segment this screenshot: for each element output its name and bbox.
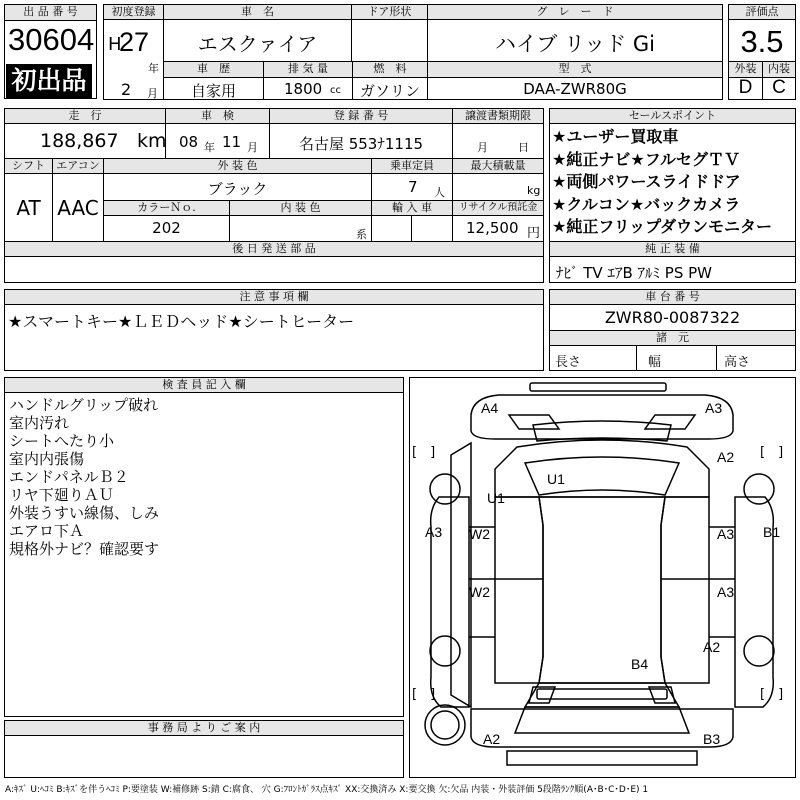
interior-color-header: 内 装 色: [230, 201, 371, 215]
mileage-unit: km: [137, 130, 167, 152]
displacement-unit: cc: [330, 85, 341, 96]
bracket-marker: [ ]: [760, 445, 784, 460]
rear-plate-strip: [537, 689, 667, 699]
inspector-note: シートへたり小: [9, 432, 115, 450]
inspector-header: 検 査 員 記 入 欄: [5, 378, 403, 392]
sales-point: ★純正ナビ★フルセグＴＶ: [552, 149, 741, 169]
car-name: エスクァイア: [197, 32, 318, 56]
capacity: 7: [408, 178, 418, 196]
lot-number-header: 出 品 番 号: [5, 5, 96, 20]
damage-label: A4: [481, 400, 499, 416]
exterior-color: ブラック: [207, 180, 268, 198]
fuel-header: 燃 料: [353, 62, 427, 76]
sales-points-list: [552, 126, 772, 239]
bracket-marker: [ ]: [760, 687, 784, 702]
recycle-fee-unit: 円: [527, 226, 541, 241]
history: 自家用: [190, 82, 236, 100]
chassis-number: ZWR80-0087322: [604, 308, 741, 327]
bracket-marker: [ ]: [412, 445, 436, 460]
rear-bumper: [471, 709, 733, 747]
inspector-note: ハンドルグリップ破れ: [9, 396, 159, 414]
front-bumper-strip: [530, 383, 666, 391]
notes-text: ★スマートキー★ＬＥＤヘッド★シートヒーター: [8, 312, 355, 331]
height-label: 高さ: [724, 355, 751, 370]
interior-color-suffix: 系: [356, 228, 367, 241]
interior-header: 内装: [763, 62, 795, 76]
inspector-note: エンドパネルＢ２: [9, 468, 129, 486]
damage-label: U1: [487, 490, 505, 506]
inspector-notes-list: [9, 396, 159, 558]
month-unit: 月: [147, 87, 158, 100]
door-header: ドア形状: [352, 5, 427, 19]
color-no-header: カラーＮｏ.: [104, 201, 229, 215]
first-registration-month: 2: [121, 80, 132, 99]
sales-points-header: セールスポイント: [550, 109, 795, 123]
inspection-month: 11: [222, 133, 242, 151]
width-label: 幅: [648, 355, 662, 370]
left-door-frame: [495, 497, 543, 683]
inspection-header: 車 検: [166, 109, 269, 123]
color-no: 202: [152, 219, 181, 237]
car-damage-diagram: [409, 377, 796, 778]
damage-label: B3: [703, 731, 721, 747]
grade: ハイブ リッド Gi: [495, 32, 655, 56]
inspector-note: 室内内張傷: [9, 450, 85, 468]
dimensions-header: 諸 元: [550, 331, 795, 345]
inspector-note: 規格外ナビ？確認要す: [9, 540, 160, 558]
damage-label: A2: [483, 731, 501, 747]
damage-label: W2: [469, 526, 490, 542]
exterior-header: 外装: [729, 62, 762, 76]
later-parts-header: 後 日 発 送 部 品: [5, 242, 543, 256]
grade-header: グ レ ー ド: [428, 5, 722, 19]
aircon: AAC: [57, 196, 99, 220]
damage-label: A3: [425, 524, 443, 540]
max-load-unit: kg: [527, 184, 541, 197]
standard-equipment: ﾅﾋﾞ TV ｴｱB ｱﾙﾐ PS PW: [556, 264, 712, 282]
hood-vent: [533, 421, 671, 441]
first-registration-header: 初度登録: [104, 5, 163, 19]
first-listing-badge: 初出品: [6, 64, 92, 98]
exterior-grade: D: [738, 77, 753, 98]
inspection-month-unit: 月: [247, 141, 258, 154]
era: H: [108, 34, 122, 55]
length-label: 長さ: [555, 355, 582, 370]
left-mirror-edge: [451, 443, 471, 707]
rear-bottom: [507, 751, 697, 765]
wheel-front-left: [430, 474, 460, 504]
inspector-note: 室内汚れ: [9, 414, 70, 432]
standard-equipment-header: 純 正 装 備: [550, 242, 795, 256]
capacity-header: 乗車定員: [372, 159, 452, 173]
rating: 3.5: [740, 24, 784, 59]
sales-point: ★クルコン★バックカメラ: [552, 194, 741, 214]
lot-number: 30604: [8, 22, 95, 57]
wheel-rear-right: [744, 636, 774, 666]
recycle-fee: 12,500: [466, 219, 519, 237]
inspector-note: 外装うすい線傷、しみ: [9, 504, 160, 522]
shift: AT: [16, 196, 41, 220]
chassis-header: 車 台 番 号: [550, 290, 795, 304]
import-header: 輸 入 車: [372, 201, 452, 215]
recycle-header: リサイクル預託金: [453, 201, 543, 215]
transfer-day-unit: 日: [518, 141, 529, 154]
inspection-year-unit: 年: [204, 141, 215, 154]
registration-header: 登 録 番 号: [270, 109, 452, 123]
mileage: 188,867: [40, 130, 119, 152]
sales-point: ★純正フリップダウンモニター: [552, 217, 772, 236]
damage-label: U1: [547, 471, 565, 487]
damage-label: A2: [717, 449, 735, 465]
first-registration-year: 27: [119, 27, 150, 57]
color-header: 外 装 色: [104, 159, 371, 173]
displacement-header: 排 気 量: [264, 62, 352, 76]
damage-label: A3: [705, 400, 723, 416]
wheel-front-right: [744, 474, 774, 504]
sales-point: ★両側パワースライドドア: [552, 172, 741, 191]
mileage-header: 走 行: [5, 109, 165, 123]
damage-label: A3: [717, 584, 735, 600]
transfer-deadline-header: 譲渡書類期限: [453, 109, 543, 123]
car-name-header: 車 名: [164, 5, 351, 19]
inspector-note: リヤ下廻りＡＵ: [9, 486, 114, 504]
tailgate: [515, 707, 689, 733]
right-door-frame: [661, 497, 709, 683]
shift-header: シフト: [5, 159, 52, 173]
transfer-month-unit: 月: [477, 141, 488, 154]
sales-point: ★ユーザー買取車: [552, 127, 679, 146]
office-header: 事 務 局 よ り ご 案 内: [5, 721, 403, 735]
history-header: 車 歴: [164, 62, 263, 76]
damage-label: B1: [763, 524, 781, 540]
bracket-marker: [ ]: [412, 687, 436, 702]
model-code: DAA-ZWR80G: [523, 80, 627, 98]
registration-number: 名古屋 553ﾅ1115: [298, 135, 424, 153]
wheel-rear-left: [430, 636, 460, 666]
displacement: 1800: [284, 80, 323, 98]
max-load-header: 最大積載量: [453, 159, 543, 173]
inspector-note: エアロ下Ａ: [9, 522, 85, 540]
rating-header: 評価点: [729, 5, 795, 19]
notes-header: 注 意 事 項 欄: [5, 290, 543, 304]
interior-grade: C: [772, 77, 786, 98]
footer-legend: A:ｷｽﾞ U:ﾍｺﾐ B:ｷｽﾞを伴うﾍｺﾐ P:要塗装 W:補修跡 S:錆 C:腐食、 穴 G:ﾌﾛﾝﾄｶﾞﾗｽ点ｷｽﾞ XX:交換済み X:要交換 欠:欠品 内装・外装評価 5段階ﾗﾝｸ順(A･B･C･D･E) 1: [5, 785, 649, 795]
damage-label: W2: [469, 584, 490, 600]
damage-label: A2: [703, 639, 721, 655]
damage-label: A3: [717, 526, 735, 542]
inspection-year: 08: [179, 133, 199, 151]
year-unit: 年: [148, 62, 159, 75]
damage-label: B4: [631, 656, 649, 672]
model-header: 型 式: [428, 62, 722, 76]
fuel: ガソリン: [359, 82, 420, 100]
capacity-unit: 人: [434, 186, 445, 199]
aircon-header: エアコン: [53, 159, 103, 173]
